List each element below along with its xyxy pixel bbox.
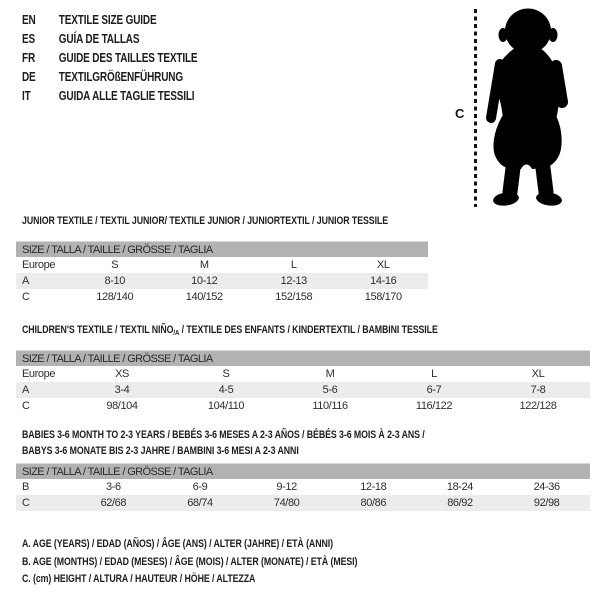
height-cell: 68/74 [187, 497, 213, 509]
age-cell: 8-10 [104, 275, 125, 287]
size-cell: S [111, 259, 119, 271]
language-row-de [22, 70, 241, 89]
babies-title-line-2-text: BABYS 3-6 MONATE BIS 2-3 JAHRE / BAMBINI 3-6 MESI A 2-3 ANNI [22, 445, 299, 457]
children-section-title-text-2: / TEXTILE DES ENFANTS / KINDERTEXTIL / BAMBINI TESSILE [179, 324, 438, 336]
height-cell: 62/68 [100, 497, 127, 509]
months-cell: 3-6 [105, 481, 121, 493]
footnote-b-text: B. AGE (MONTHS) / EDAD (MESES) / ÂGE (MOIS) / ALTER (MONATE) / ETÀ (MESI) [22, 555, 358, 568]
language-title-de: TEXTILGRÖßENFÜHRUNG [58, 70, 183, 84]
row-label: C [22, 400, 30, 412]
children-size-table [16, 350, 590, 414]
height-cell: 152/158 [275, 291, 313, 303]
junior-age-row [16, 273, 428, 289]
height-cell: 98/104 [106, 400, 138, 412]
months-cell: 12-18 [360, 481, 387, 493]
babies-section-title [22, 427, 525, 459]
junior-size-table [16, 241, 428, 305]
babies-title-line-1 [22, 427, 525, 443]
language-title-fr: GUIDE DES TAILLES TEXTILE [58, 51, 198, 65]
language-code-en: EN [22, 13, 36, 27]
height-cell: 122/128 [519, 400, 557, 412]
months-cell: 24-36 [533, 481, 560, 493]
height-cell: 74/80 [273, 497, 300, 509]
size-cell: XS [115, 368, 129, 380]
children-europe-row [16, 366, 590, 382]
row-label: C [22, 497, 30, 509]
language-title-en: TEXTILE SIZE GUIDE [58, 13, 157, 27]
children-size-header-row [16, 351, 590, 367]
height-cell: 80/86 [360, 497, 387, 509]
row-label: C [22, 291, 30, 303]
language-title-es: GUÍA DE TALLAS [58, 32, 140, 46]
footnote-a-text: A. AGE (YEARS) / EDAD (AÑOS) / ÂGE (ANS) / ALTER (JAHRE) / ETÀ (ANNI) [22, 538, 333, 550]
row-label: A [22, 384, 29, 396]
age-cell: 14-16 [370, 275, 397, 287]
children-age-row [16, 382, 590, 398]
months-cell: 18-24 [446, 481, 474, 493]
row-label: A [22, 275, 29, 287]
height-cell: 116/122 [415, 400, 453, 412]
row-label: Europe [22, 259, 56, 271]
age-cell: 5-6 [322, 384, 338, 396]
language-row-fr [22, 51, 241, 70]
footnote-b [22, 554, 441, 572]
height-cell: 92/98 [533, 497, 560, 509]
babies-title-line-1-text: BABIES 3-6 MONTH TO 2-3 YEARS / BEBÉS 3-6 MESES A 2-3 AÑOS / BÉBÉS 3-6 MOIS À 2-3 ANS / [22, 429, 425, 441]
babies-size-table [16, 463, 590, 511]
footnote-c-text: C. (cm) HEIGHT / ALTURA / HAUTEUR / HÖHE / ALTEZZA [22, 573, 256, 585]
language-title-it: GUIDA ALLE TAGLIE TESSILI [58, 89, 195, 103]
footnote-legend [22, 536, 441, 589]
height-cell: 140/152 [185, 291, 223, 303]
height-measure-dashed-line [474, 9, 477, 207]
size-header-bar: SIZE / TALLA / TAILLE / GRÖSSE / TAGLIA [16, 464, 590, 480]
footnote-a [22, 536, 441, 554]
height-measure-label: C [455, 106, 465, 121]
height-cell: 86/92 [447, 497, 473, 509]
size-header-bar: SIZE / TALLA / TAILLE / GRÖSSE / TAGLIA [16, 351, 590, 367]
language-row-it [22, 89, 241, 108]
size-cell: XL [531, 368, 545, 380]
babies-size-header-row [16, 464, 590, 480]
babies-height-row [16, 495, 590, 511]
size-cell: M [199, 259, 209, 271]
language-code-de: DE [22, 70, 36, 84]
age-cell: 4-5 [218, 384, 234, 396]
babies-title-line-2 [22, 443, 525, 459]
size-header-bar: SIZE / TALLA / TAILLE / GRÖSSE / TAGLIA [16, 242, 428, 258]
language-code-fr: FR [22, 51, 36, 65]
junior-height-row [16, 289, 428, 305]
size-cell: XL [376, 259, 390, 271]
row-label: Europe [22, 368, 56, 380]
junior-section-title [22, 215, 480, 227]
age-cell: 3-4 [114, 384, 130, 396]
babies-months-row [16, 479, 590, 495]
language-row-en [22, 13, 241, 32]
size-cell: L [431, 368, 437, 380]
junior-europe-row [16, 257, 428, 273]
children-section-title-text: CHILDREN'S TEXTILE / TEXTIL NIÑO [22, 324, 174, 336]
row-label: B [22, 481, 29, 493]
junior-size-header-row [16, 242, 428, 258]
size-cell: M [325, 368, 335, 380]
height-cell: 104/110 [207, 400, 245, 412]
height-cell: 128/140 [96, 291, 134, 303]
age-cell: 6-7 [426, 384, 442, 396]
months-cell: 6-9 [192, 481, 208, 493]
size-cell: S [222, 368, 230, 380]
age-cell: 12-13 [280, 275, 307, 287]
months-cell: 9-12 [276, 481, 297, 493]
junior-section-title-text: JUNIOR TEXTILE / TEXTIL JUNIOR/ TEXTILE JUNIOR / JUNIORTEXTIL / JUNIOR TESSILE [22, 215, 389, 227]
height-cell: 158/170 [364, 291, 402, 303]
children-title-subscript: /A [173, 328, 180, 337]
baby-silhouette-icon [483, 8, 573, 207]
language-code-es: ES [22, 32, 36, 46]
language-row-es [22, 32, 241, 51]
age-cell: 10-12 [191, 275, 218, 287]
height-cell: 110/116 [312, 400, 348, 412]
age-cell: 7-8 [530, 384, 546, 396]
footnote-c [22, 571, 441, 589]
language-code-it: IT [22, 89, 31, 103]
size-cell: L [290, 259, 297, 271]
children-height-row [16, 398, 590, 414]
children-section-title [22, 324, 542, 337]
language-title-list [22, 13, 241, 108]
